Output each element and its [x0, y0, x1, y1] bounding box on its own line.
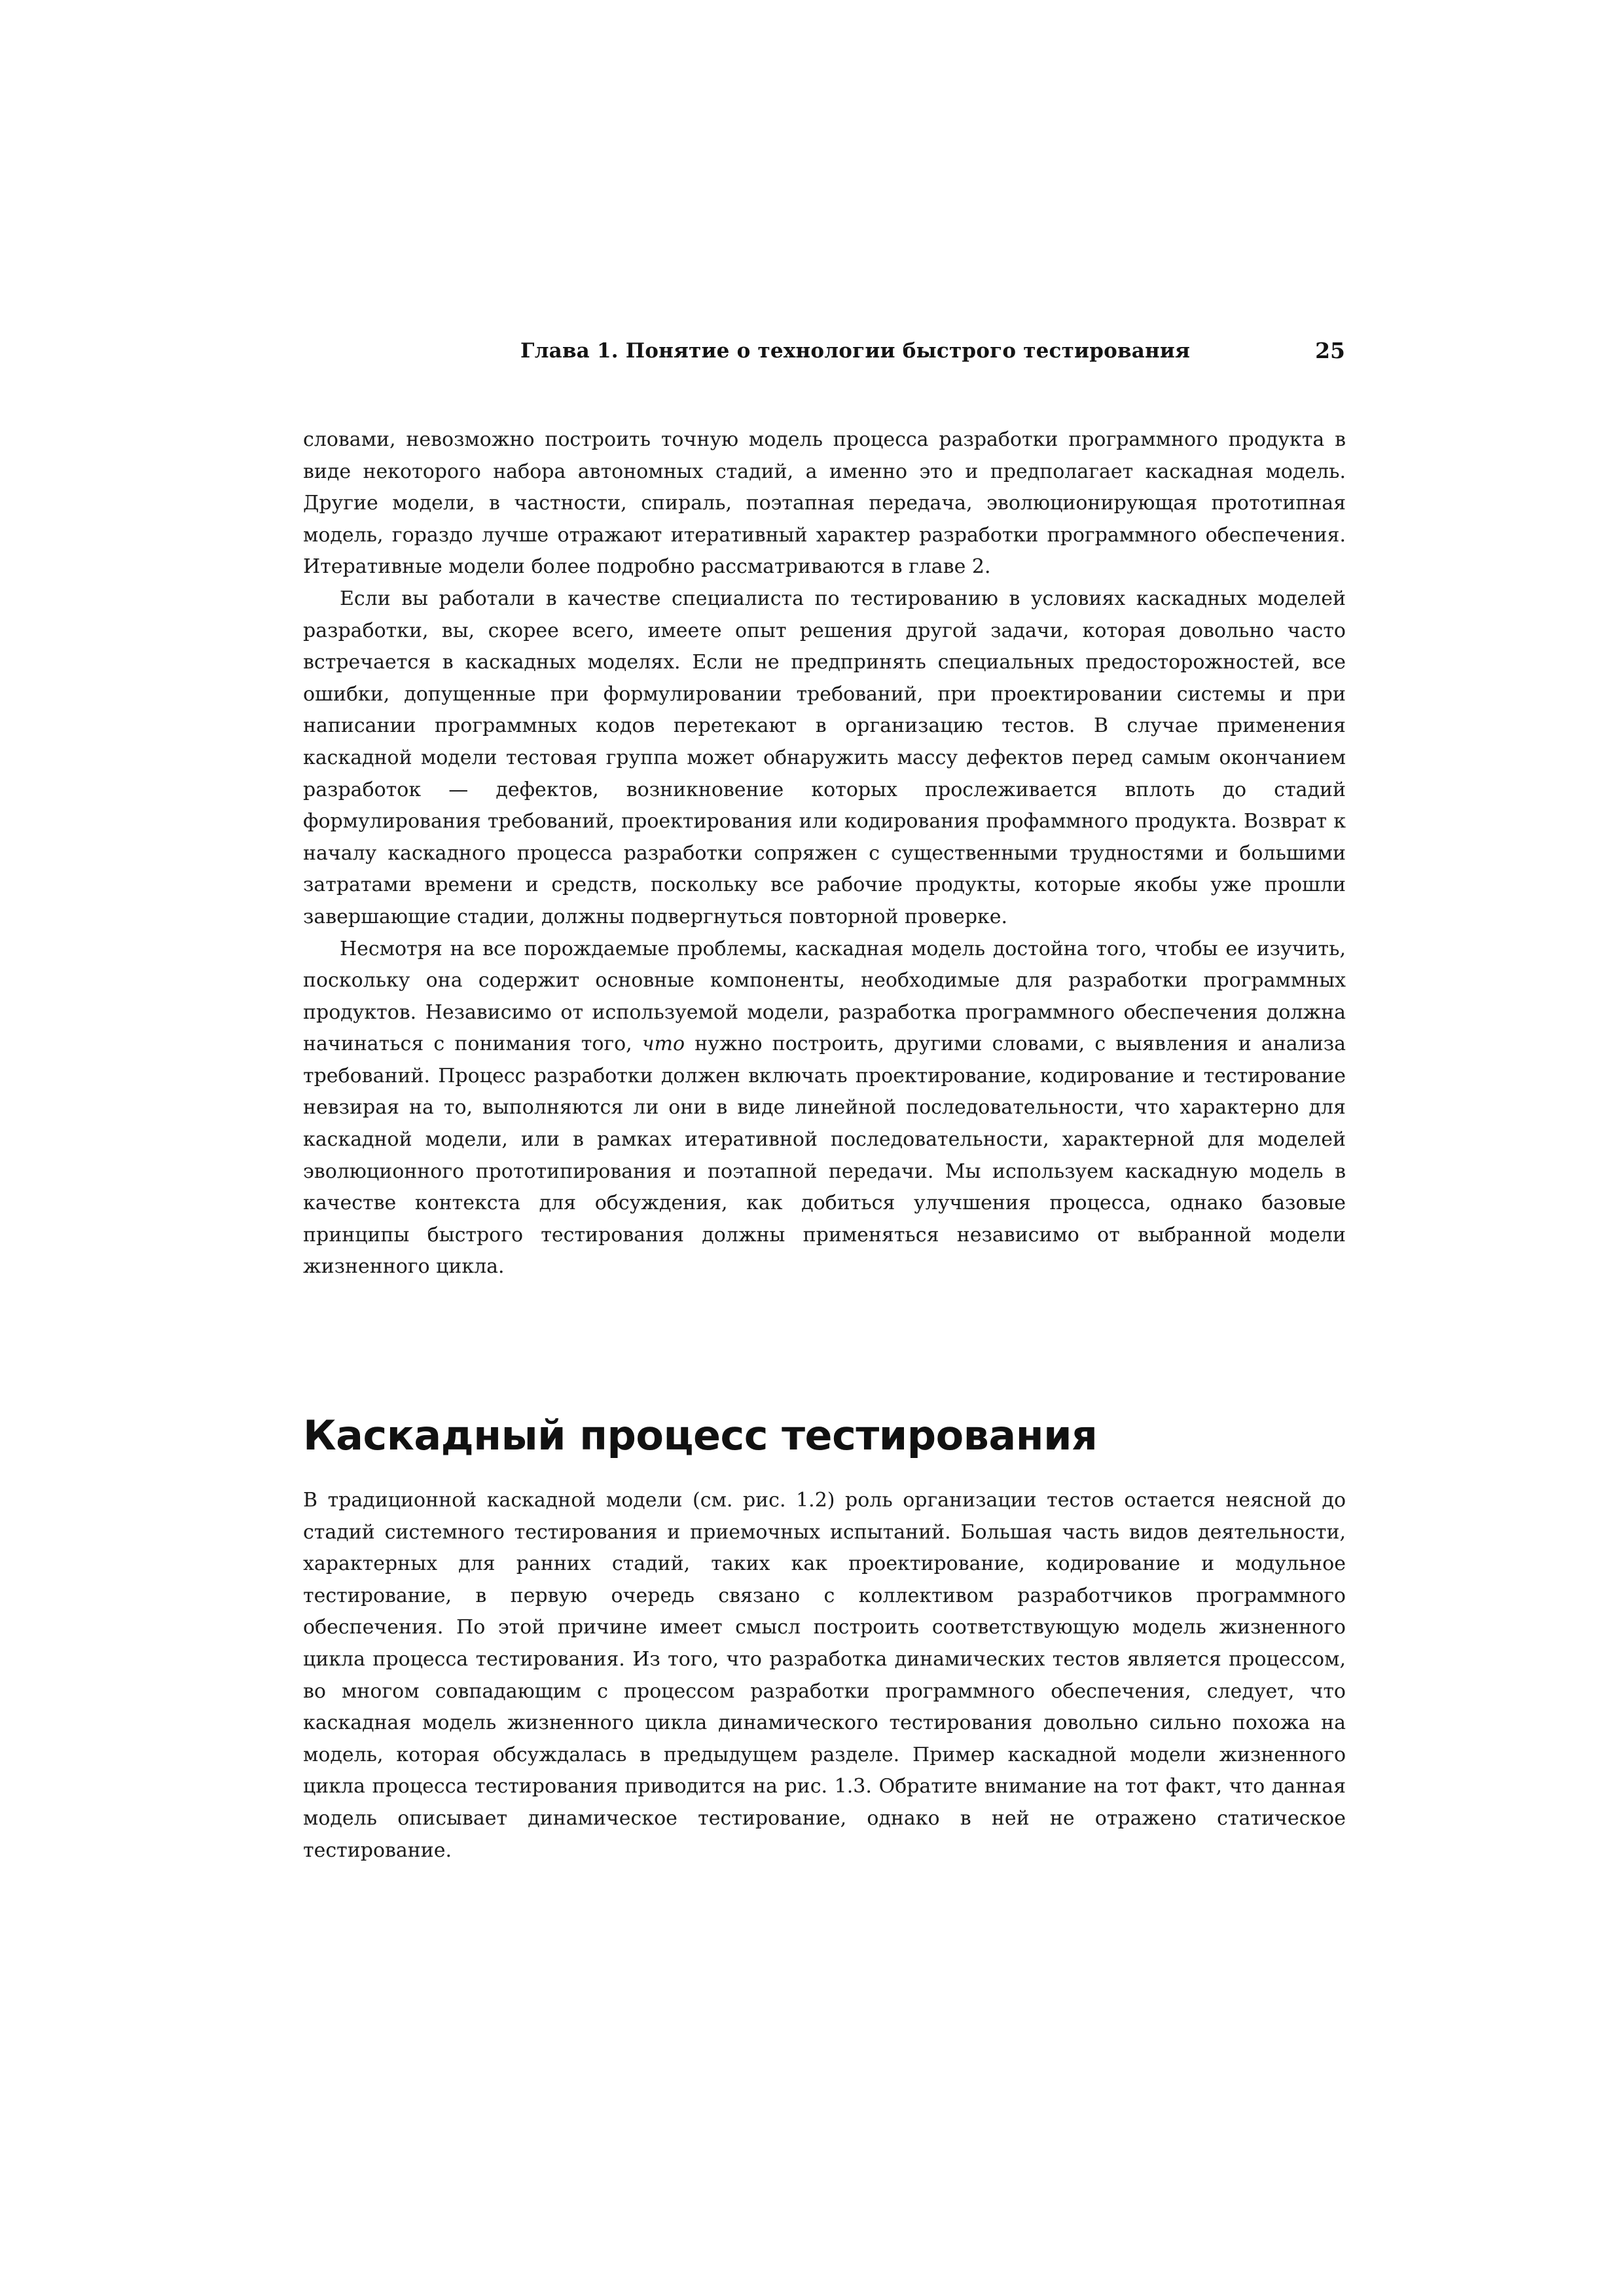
paragraph-waterfall-defects: Если вы работали в качестве специалиста по тестированию в условиях каскадных моделей разработки, вы, скорее всего, имеете опыт решения другой задачи, которая довольно часто встречается в каскадных моделях. Если не предпринять специальных предосторожностей, все ошибки, допущенные при формулировании требований, при проектировании системы и при написании программных кодов перетекают в организацию тестов. В случае применения каскадной модели тестовая группа может обнаружить массу дефектов перед самым окончанием разработок — дефектов, возникновение которых прослеживается вплоть до стадий формулирования требований, проектирования или кодирования профаммного продукта. Возврат к началу каскадного процесса разработки сопряжен с существенными трудностями и большими затратами времени и средств, поскольку все рабочие продукты, которые якобы уже прошли завершающие стадии, должны подвергнуться повторной проверке. — [303, 587, 1346, 928]
body-text-section — [303, 1485, 1346, 1867]
paragraph-text-part: нужно построить, другими словами, с выявления и анализа требований. Процесс разработки должен включать проектирование, кодирование и тестирование невзирая на то, выполняются ли они в виде линейной последовательности, что характерно для каскадной модели, или в рамках итеративной последовательности, характерной для моделей эволюционного прототипирования и поэтапной передачи. Мы используем каскадную модель в качестве контекста для обсуждения, как добиться улучшения процесса, однако базовые принципы быстрого тестирования должны применяться независимо от выбранной модели жизненного цикла. — [303, 1032, 1346, 1279]
running-title: Глава 1. Понятие о технологии быстрого тестирования — [520, 339, 1191, 363]
paragraph-continuation: словами, невозможно построить точную модель процесса разработки программного продукта в виде некоторого набора автономных стадий, а именно это и предполагает каскадная модель. Другие модели, в частности, спираль, поэтапная передача, эволюционирующая прототипная модель, гораздо лучше отражают итеративный характер разработки программного обеспечения. Итеративные модели более подробно рассматриваются в главе 2. — [303, 428, 1346, 579]
page-number: 25 — [1315, 338, 1345, 363]
paragraph-waterfall-value — [303, 934, 1346, 1284]
paragraph-text-part: Несмотря на все порождаемые проблемы, каскадная модель достойна того, чтобы ее изучить, поскольку она содержит основные компоненты, необходимые для разработки программных продуктов. Независимо от используемой модели, разработка программного обеспечения должна начинаться с понимания того, — [303, 937, 1346, 1056]
section-heading: Каскадный процесс тестирования — [303, 1412, 1098, 1459]
paragraph-testing-process: В традиционной каскадной модели (см. рис. 1.2) роль организации тестов остается неясной до стадий системного тестирования и приемочных испытаний. Большая часть видов деятельности, характерных для ранних стадий, таких как проектирование, кодирование и модульное тестирование, в первую очередь связано с коллективом разработчиков программного обеспечения. По этой причине имеет смысл построить соответствующую модель жизненного цикла процесса тестирования. Из того, что разработка динамических тестов является процессом, во многом совпадающим с процессом разработки программного обеспечения, следует, что каскадная модель жизненного цикла динамического тестирования довольно сильно похожа на модель, которая обсуждалась в предыдущем разделе. Пример каскадной модели жизненного цикла процесса тестирования приводится на рис. 1.3. Обратите внимание на тот факт, что данная модель описывает динамическое тестирование, однако в ней не отражено статическое тестирование. — [303, 1489, 1346, 1862]
running-header — [520, 333, 1345, 369]
italic-emphasis: что — [641, 1032, 685, 1056]
body-text-top — [303, 424, 1346, 1283]
